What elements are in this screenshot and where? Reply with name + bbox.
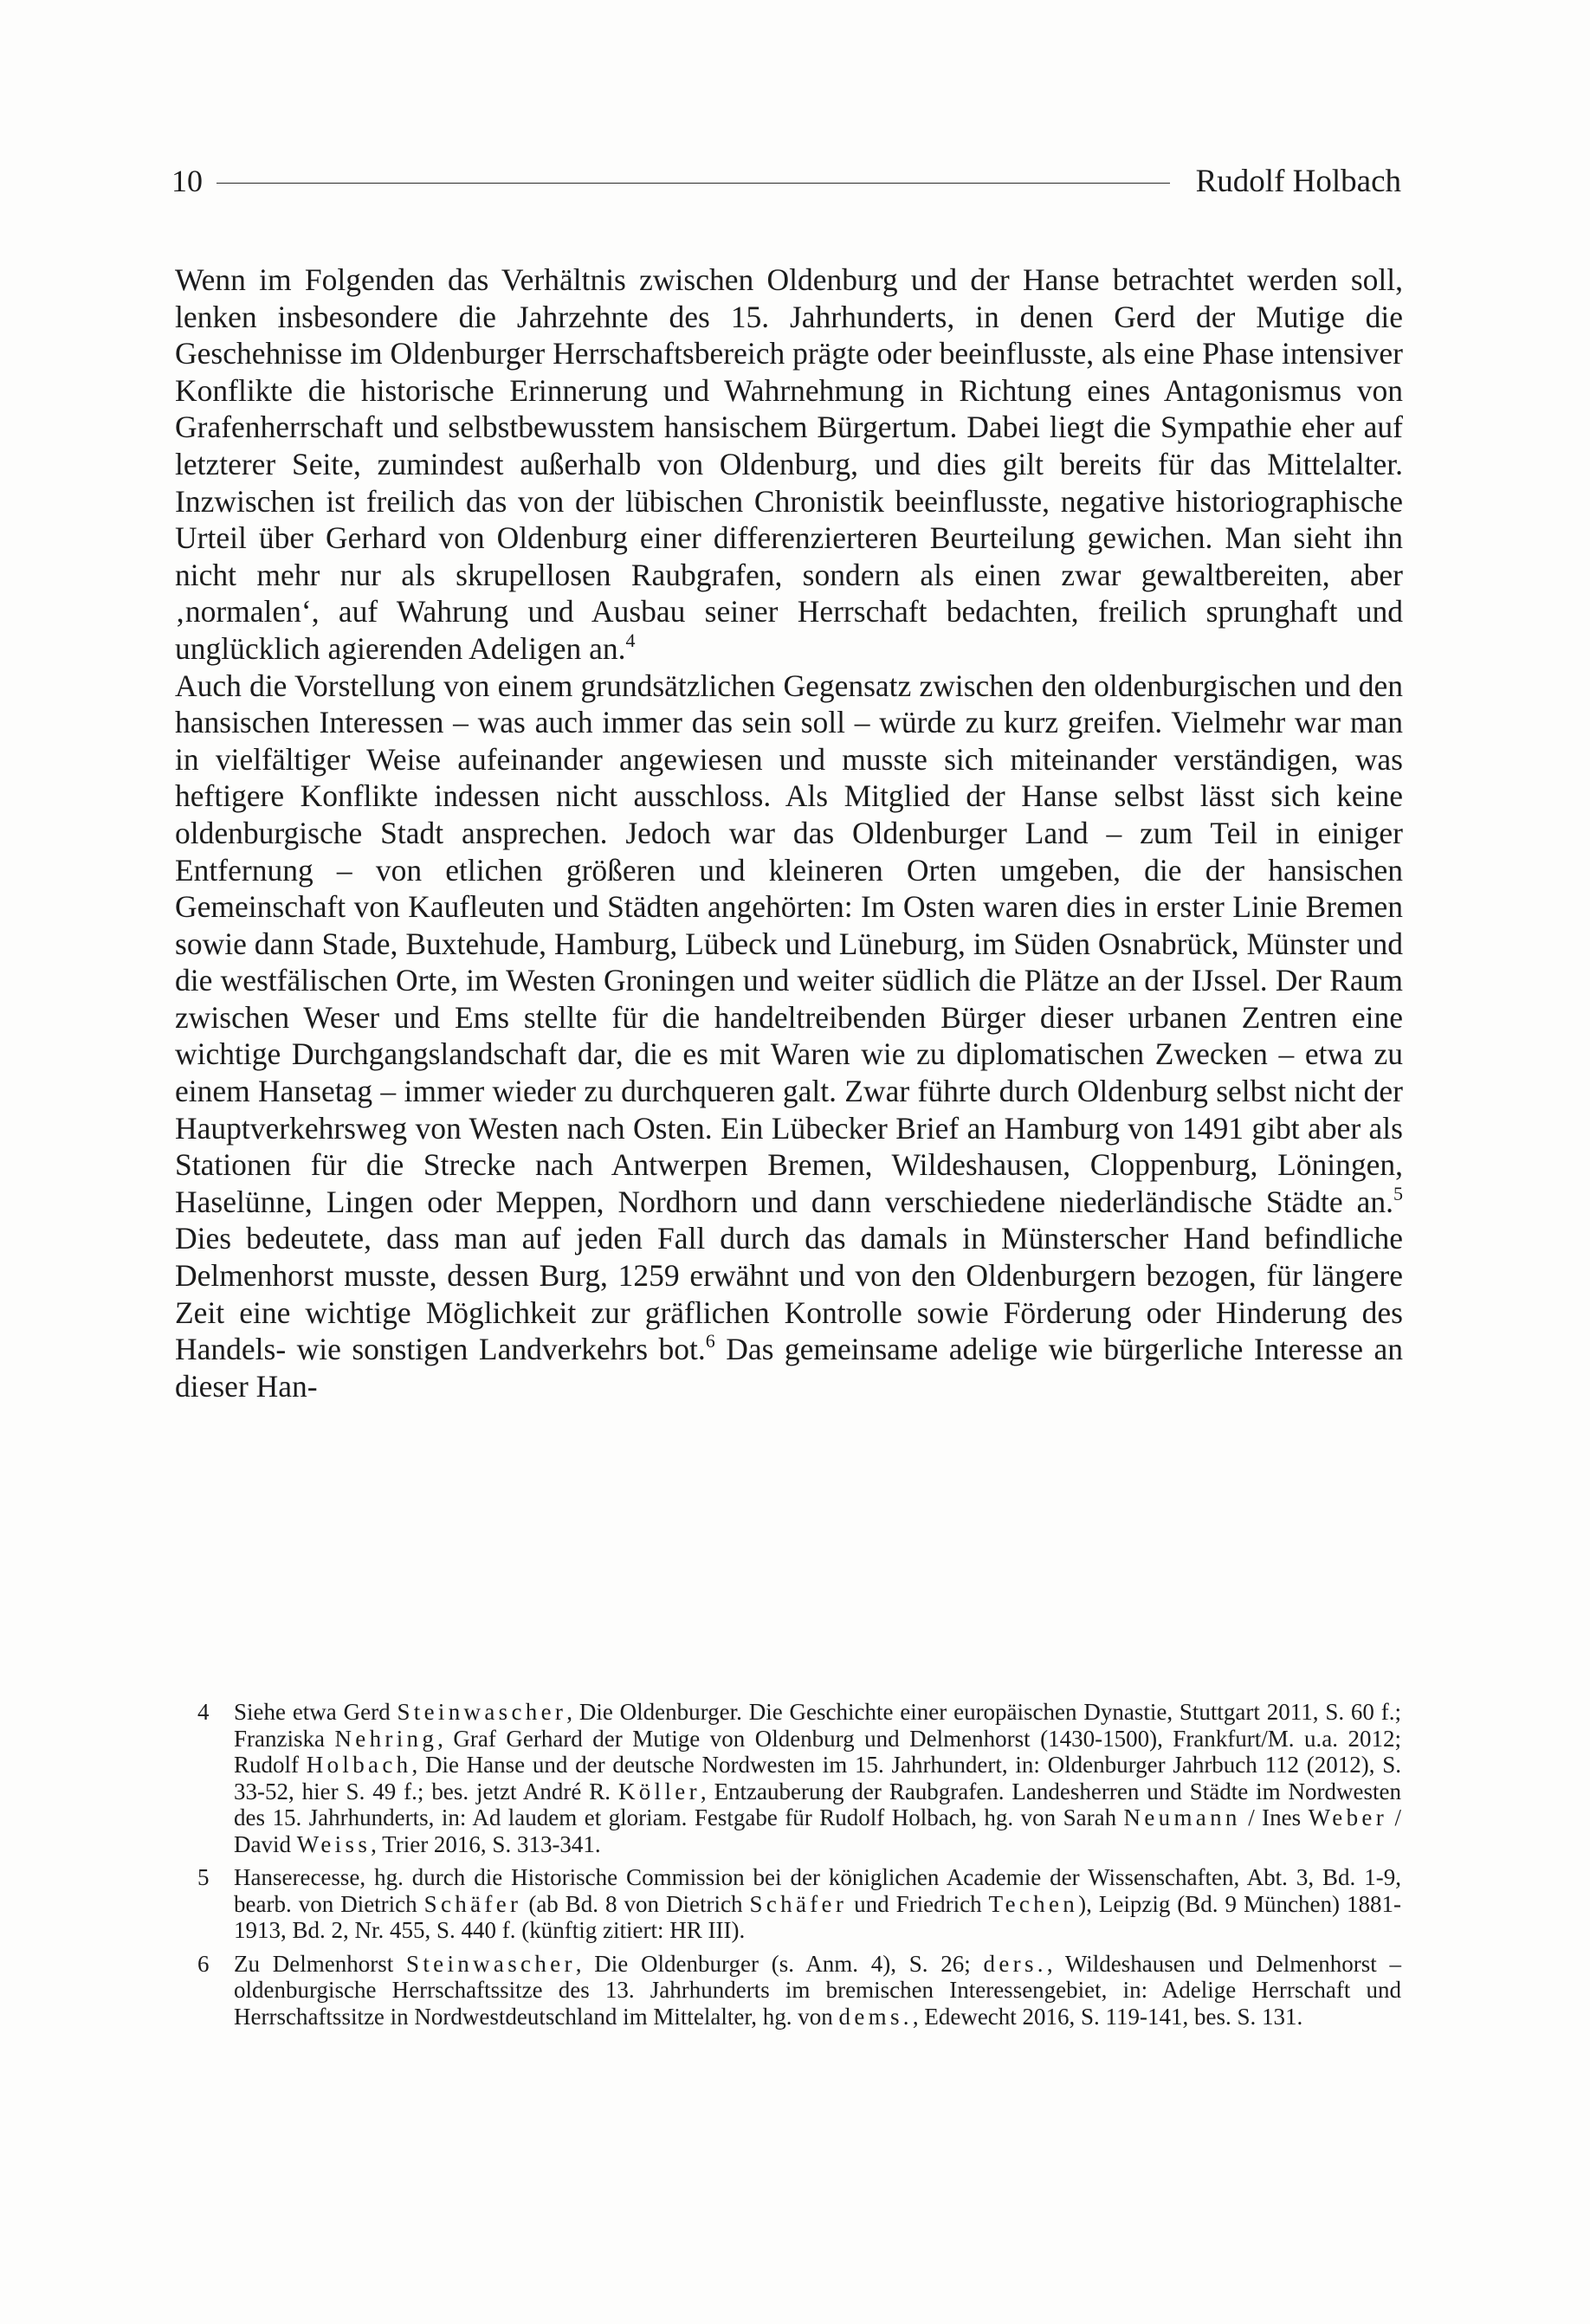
- footnote-number: 6: [197, 1950, 210, 1977]
- author-name: Weiss: [296, 1830, 372, 1857]
- paragraph-1-text: Wenn im Folgenden das Verhältnis zwischen Oldenburg und der Hanse betrachtet werden soll, lenken insbesondere die Jahrzehnte des 15. Jahrhunderts, in denen Gerd der Mutige die Geschehnisse im Oldenburger Herrschaftsbereich prägte oder beeinflusste, als eine Phase intensiver Konflikte die historische Erinnerung und Wahrnehmung in Richtung eines Antagonismus von Grafenherrschaft und selbstbewusstem hansischem Bürgertum. Dabei liegt die Sympathie eher auf letzterer Seite, zumindest außerhalb von Oldenburg, und dies gilt bereits für das Mittelalter. Inzwischen ist freilich das von der lübischen Chronistik beeinflusste, negative historiographische Urteil über Gerhard von Oldenburg einer differenzierteren Beurteilung gewichen. Man sieht ihn nicht mehr nur als skrupellosen Raubgrafen, sondern als einen zwar gewaltbereiten, aber ‚normalen‘, auf Wahrung und Ausbau seiner Herrschaft bedachten, freilich sprunghaft und unglücklich agierenden Adeligen an.: [175, 262, 1403, 666]
- running-header: [171, 159, 1401, 203]
- footnote-6: [197, 1951, 1401, 2030]
- author-name: Köller: [617, 1778, 701, 1804]
- footnote-4: [197, 1699, 1401, 1857]
- footnote-text-run: (ab Bd. 8 von Dietrich: [521, 1890, 750, 1917]
- running-header-author: Rudolf Holbach: [1195, 163, 1401, 199]
- footnote-text: [234, 1699, 1401, 1857]
- paragraph-2-text-b: Dies bedeutete, dass man auf jeden Fall durch das damals in Münsterscher Hand befindliche Delmenhorst musste, dessen Burg, 1259 erwähnt und von den Oldenburgern bezogen, für längere Zeit eine wichtige Möglichkeit zur gräflichen Kontrolle sowie Förderung oder Hinderung des Handels- wie sonstigen Landverkehrs bot.: [175, 1221, 1403, 1367]
- main-text: [175, 261, 1403, 1404]
- footnote-text: [234, 1951, 1401, 2030]
- footnote-text-run: , Graf Gerhard der Mutige von Oldenburg und Delmenhorst (1430-1500), Frankfurt/M. u.a. 2012; Rudolf: [234, 1725, 1401, 1778]
- author-name: Neumann: [1123, 1804, 1241, 1830]
- footnote-text-run: , Die Oldenburger (s. Anm. 4), S. 26;: [575, 1950, 984, 1977]
- footnote-text-run: , Wildeshausen und Delmenhorst – oldenburgische Herrschaftssitze des 13. Jahrhunderts im bremischen Interessengebiet, in: Adelige Herrschaft und Herrschaftssitze in Nordwestdeutschland im Mittelalter, hg. von: [234, 1950, 1401, 2030]
- footnote-ref-5[interactable]: 5: [1393, 1182, 1403, 1204]
- author-name: Nehring: [334, 1725, 438, 1752]
- author-name: Steinwascher: [405, 1950, 576, 1977]
- footnote-text-run: Siehe etwa Gerd: [234, 1699, 398, 1725]
- footnote-text-run: , Edewecht 2016, S. 119-141, bes. S. 131.: [912, 2003, 1303, 2030]
- footnote-text-run: ), Leipzig (Bd. 9 München) 1881-1913, Bd. 2, Nr. 455, S. 440 f. (künftig zitiert: HR III).: [234, 1890, 1401, 1943]
- author-name: dems.: [838, 2003, 913, 2030]
- paragraph-2-text-a: Auch die Vorstellung von einem grundsätzlichen Gegensatz zwischen den oldenburgischen und den hansischen Interessen – was auch immer das sein soll – würde zu kurz greifen. Vielmehr war man in vielfältiger Weise aufeinander angewiesen und musste sich miteinander verständigen, was heftigere Konflikte indessen nicht ausschloss. Als Mitglied der Hanse selbst lässt sich keine oldenburgische Stadt ansprechen. Jedoch war das Oldenburger Land – zum Teil in einiger Entfernung – von etlichen größeren und kleineren Orten umgeben, die der hansischen Gemeinschaft von Kaufleuten und Städten angehörten: Im Osten waren dies in erster Linie Bremen sowie dann Stade, Buxtehude, Hamburg, Lübeck und Lüneburg, im Süden Osnabrück, Münster und die westfälischen Orte, im Westen Groningen und weiter südlich die Plätze an der IJssel. Der Raum zwischen Weser und Ems stellte für die handeltreibenden Bürger dieser urbanen Zentren eine wichtige Durchgangslandschaft dar, die es mit Waren wie zu diplomatischen Zwecken – etwa zu einem Hansetag – immer wieder zu durchqueren galt. Zwar führte durch Oldenburg selbst nicht der Hauptverkehrsweg von Westen nach Osten. Ein Lübecker Brief an Hamburg von 1491 gibt aber als Stationen für die Strecke nach Antwerpen Bremen, Wildeshausen, Cloppenburg, Löningen, Haselünne, Lingen oder Meppen, Nordhorn und dann verschiedene niederländische Städte an.: [175, 668, 1403, 1219]
- author-name: Techen: [988, 1890, 1079, 1917]
- footnote-text-run: , Die Oldenburger. Die Geschichte einer europäischen Dynastie, Stuttgart 2011, S. 60 f.; Franziska: [234, 1699, 1401, 1752]
- paragraph-2: [175, 668, 1403, 1405]
- footnote-ref-4[interactable]: 4: [625, 629, 636, 651]
- author-name: Weber: [1308, 1804, 1388, 1830]
- footnote-text-run: Hanserecesse, hg. durch die Historische Commission bei der königlichen Academie der Wissenschaften, Abt. 3, Bd. 1-9, bearb. von Dietrich: [234, 1864, 1401, 1917]
- footnote-text-run: , Entzauberung der Raubgrafen. Landesherren und Städte im Nordwesten des 15. Jahrhunderts, in: Ad laudem et gloriam. Festgabe für Rudolf Holbach, hg. von Sarah: [234, 1778, 1401, 1830]
- author-name: Holbach: [306, 1752, 412, 1778]
- footnote-text-run: , Die Hanse und der deutsche Nordwesten im 15. Jahrhundert, in: Oldenburger Jahrbuch 112 (2012), S. 33-52, hier S. 49 f.; bes. jetzt André R.: [234, 1752, 1401, 1804]
- footnote-text: [234, 1864, 1401, 1944]
- author-name: ders.: [983, 1950, 1047, 1977]
- footnotes: [197, 1699, 1401, 2037]
- footnote-text-run: Zu Delmenhorst: [234, 1950, 406, 1977]
- author-name: Schäfer: [423, 1890, 522, 1917]
- footnote-text-run: / Ines: [1240, 1804, 1309, 1830]
- footnote-ref-6[interactable]: 6: [705, 1330, 715, 1352]
- page-number: 10: [171, 164, 203, 198]
- author-name: Steinwascher: [397, 1699, 567, 1725]
- footnote-number: 5: [197, 1864, 210, 1890]
- footnote-text-run: und Friedrich: [847, 1890, 989, 1917]
- author-name: Schäfer: [749, 1890, 848, 1917]
- paragraph-1: [175, 261, 1403, 668]
- footnote-text-run: , Trier 2016, S. 313-341.: [371, 1830, 601, 1857]
- paragraph-2-text-c: Das gemeinsame adelige wie bürgerliche Interesse an dieser Han-: [175, 1332, 1403, 1404]
- footnote-5: [197, 1864, 1401, 1944]
- footnote-text-run: / David: [234, 1804, 1401, 1857]
- footnote-number: 4: [197, 1699, 210, 1725]
- header-rule: [217, 183, 1170, 184]
